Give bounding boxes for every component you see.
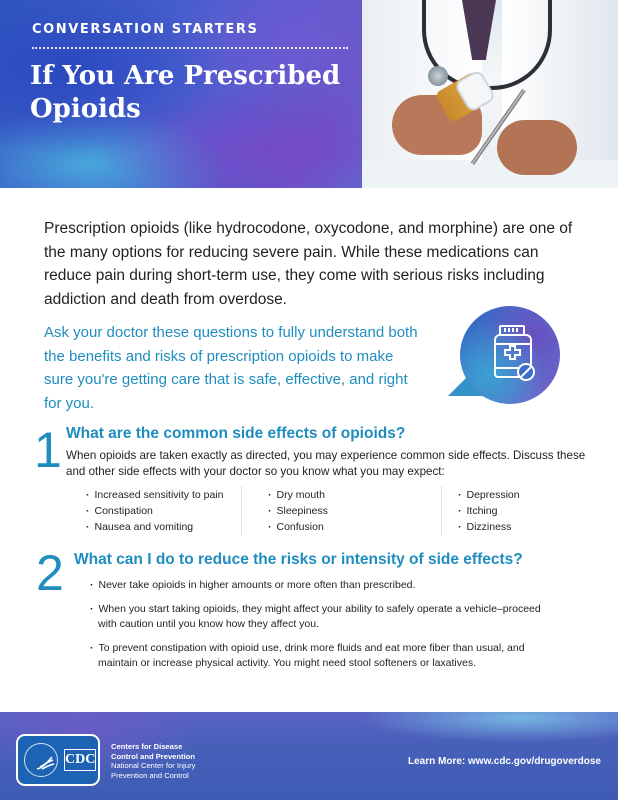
pill-bottle-icon <box>490 324 536 384</box>
list-item: · To prevent constipation with opioid use, drink more fluids and eat more fiber than usual, and maintain or increase physical activity. You might need stool softeners or laxatives. <box>90 641 550 672</box>
side-effects-column-2 <box>242 487 442 535</box>
kicker-label: CONVERSATION STARTERS <box>32 22 259 37</box>
doctor-photo <box>362 0 618 188</box>
org-line-3: National Center for Injury <box>111 761 196 770</box>
side-effects-list <box>86 487 566 535</box>
header-banner <box>0 0 618 188</box>
side-effects-column-1 <box>86 487 242 535</box>
hhs-eagle-icon <box>34 754 56 772</box>
page-title: If You Are Prescribed Opioids <box>30 61 341 124</box>
list-item: · Never take opioids in higher amounts or more often than prescribed. <box>90 578 550 594</box>
list-item: · Itching <box>458 503 520 519</box>
list-item: · Dry mouth <box>268 487 441 503</box>
organization-name <box>111 742 195 780</box>
section-1-body: When opioids are taken exactly as directed, you may experience common side effects. Discuss these and other side effects with your doctor so you know what you may expect: <box>66 449 586 478</box>
risk-reduction-tips <box>90 578 550 680</box>
list-item: · Sleepiness <box>268 503 441 519</box>
dotted-divider <box>32 47 348 49</box>
side-effects-column-3 <box>442 487 520 535</box>
org-line-2: Control and Prevention <box>111 751 195 761</box>
ask-your-doctor-callout: Ask your doctor these questions to fully understand both the benefits and risks of prescription opioids to make sure you're getting care that is safe, effective, and right for you. <box>44 324 418 412</box>
section-number-1: 1 <box>34 422 62 478</box>
cdc-logo[interactable] <box>16 734 100 786</box>
section-2-question: What can I do to reduce the risks or intensity of side effects? <box>74 551 523 568</box>
list-item: · Dizziness <box>458 519 520 535</box>
list-item: · Nausea and vomiting <box>86 519 241 535</box>
list-item: · Confusion <box>268 519 441 535</box>
hhs-seal-icon <box>24 743 58 777</box>
section-1-question: What are the common side effects of opioids? <box>66 425 406 442</box>
list-item: · When you start taking opioids, they might affect your ability to safely operate a vehicle–proceed with caution until you know how they affect you. <box>90 602 550 633</box>
org-line-1: Centers for Disease <box>111 742 183 751</box>
speech-bubble-graphic <box>444 306 580 404</box>
learn-more-link[interactable]: Learn More: www.cdc.gov/drugoverdose <box>408 756 601 767</box>
footer <box>0 712 618 800</box>
list-item: · Increased sensitivity to pain <box>86 487 241 503</box>
section-number-2: 2 <box>36 545 64 601</box>
org-line-4: Prevention and Control <box>111 770 189 780</box>
cdc-wordmark: CDC <box>64 749 96 771</box>
list-item: · Depression <box>458 487 520 503</box>
intro-paragraph: Prescription opioids (like hydrocodone, oxycodone, and morphine) are one of the many options for reducing severe pain. While these medications can reduce pain during short-term use, they come with serious risks including addiction and death from overdose. <box>44 220 573 308</box>
list-item: · Constipation <box>86 503 241 519</box>
